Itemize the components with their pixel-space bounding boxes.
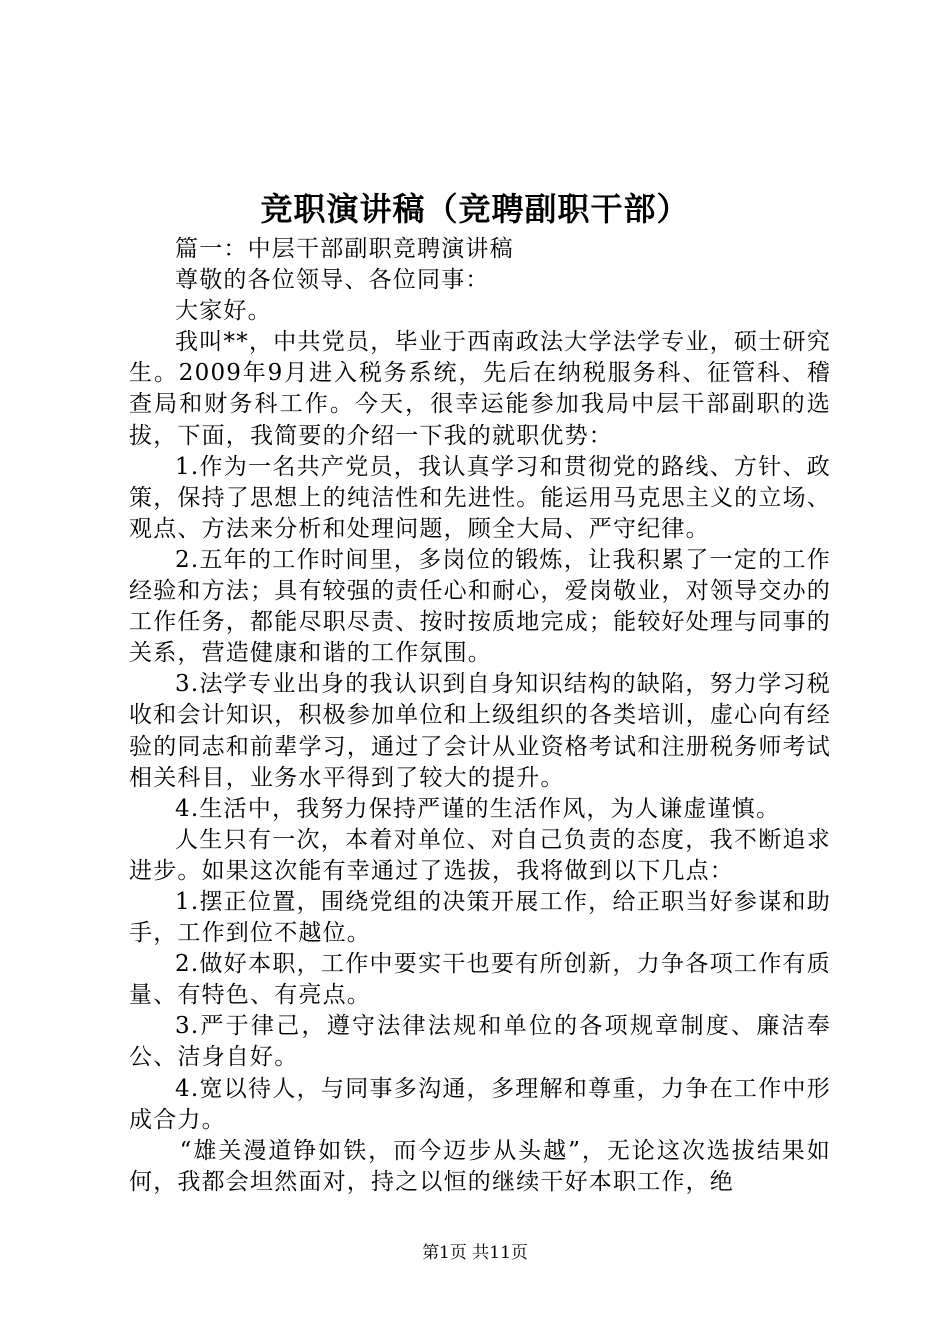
paragraph-plan-3: 3.严于律己，遵守法律法规和单位的各项规章制度、廉洁奉公、洁身自好。: [129, 1013, 831, 1071]
paragraph-plan-1: 1.摆正位置，围绕党组的决策开展工作，给正职当好参谋和助手，工作到位不越位。: [129, 888, 831, 947]
paragraph-plan-2: 2.做好本职，工作中要实干也要有所创新，力争各项工作有质量、有特色、有亮点。: [129, 951, 831, 1009]
greeting: 大家好。: [175, 298, 272, 325]
paragraph-advantage-1: 1.作为一名共产党员，我认真学习和贯彻党的路线、方针、政策，保持了思想上的纯洁性和先进性。能运用马克思主义的立场、观点、方法来分析和处理问题，顾全大局、严守纪律。: [129, 453, 831, 542]
paragraph-plan-4: 4.宽以待人，与同事多沟通，多理解和尊重，力争在工作中形成合力。: [129, 1075, 831, 1133]
paragraph-closing: “雄关漫道铮如铁，而今迈步从头越”，无论这次选拔结果如何，我都会坦然面对，持之以恒的继续干好本职工作，绝: [129, 1137, 831, 1195]
document-body: [129, 234, 831, 1198]
document-title: 竞职演讲稿（竞聘副职干部）: [260, 190, 690, 228]
paragraph-transition: 人生只有一次，本着对单位、对自己负责的态度，我不断追求进步。如果这次能有幸通过了选拔，我将做到以下几点：: [129, 826, 831, 884]
paragraph-advantage-4: 4.生活中，我努力保持严谨的生活作风，为人谦虚谨慎。: [175, 795, 781, 822]
paragraph-advantage-3: 3.法学专业出身的我认识到自身知识结构的缺陷，努力学习税收和会计知识，积极参加单位和上级组织的各类培训，虚心向有经验的同志和前辈学习，通过了会计从业资格考试和注册税务师考试相关科目，业务水平得到了较大的提升。: [129, 671, 831, 791]
page-footer: 第1页 共11页: [422, 1243, 528, 1263]
salutation: 尊敬的各位领导、各位同事：: [175, 267, 490, 294]
paragraph-intro: 我叫**，中共党员，毕业于西南政法大学法学专业，硕士研究生。2009年9月进入税务系统，先后在纳税服务科、征管科、稽查局和财务科工作。今天，很幸运能参加我局中层干部副职的选拔，下面，我简要的介绍一下我的就职优势：: [129, 329, 831, 449]
paragraph-advantage-2: 2.五年的工作时间里，多岗位的锻炼，让我积累了一定的工作经验和方法；具有较强的责任心和耐心，爱岗敬业，对领导交办的工作任务，都能尽职尽责、按时按质地完成；能较好处理与同事的关系，营造健康和谐的工作氛围。: [129, 546, 831, 667]
section-heading: 篇一：中层干部副职竞聘演讲稿: [175, 236, 514, 262]
